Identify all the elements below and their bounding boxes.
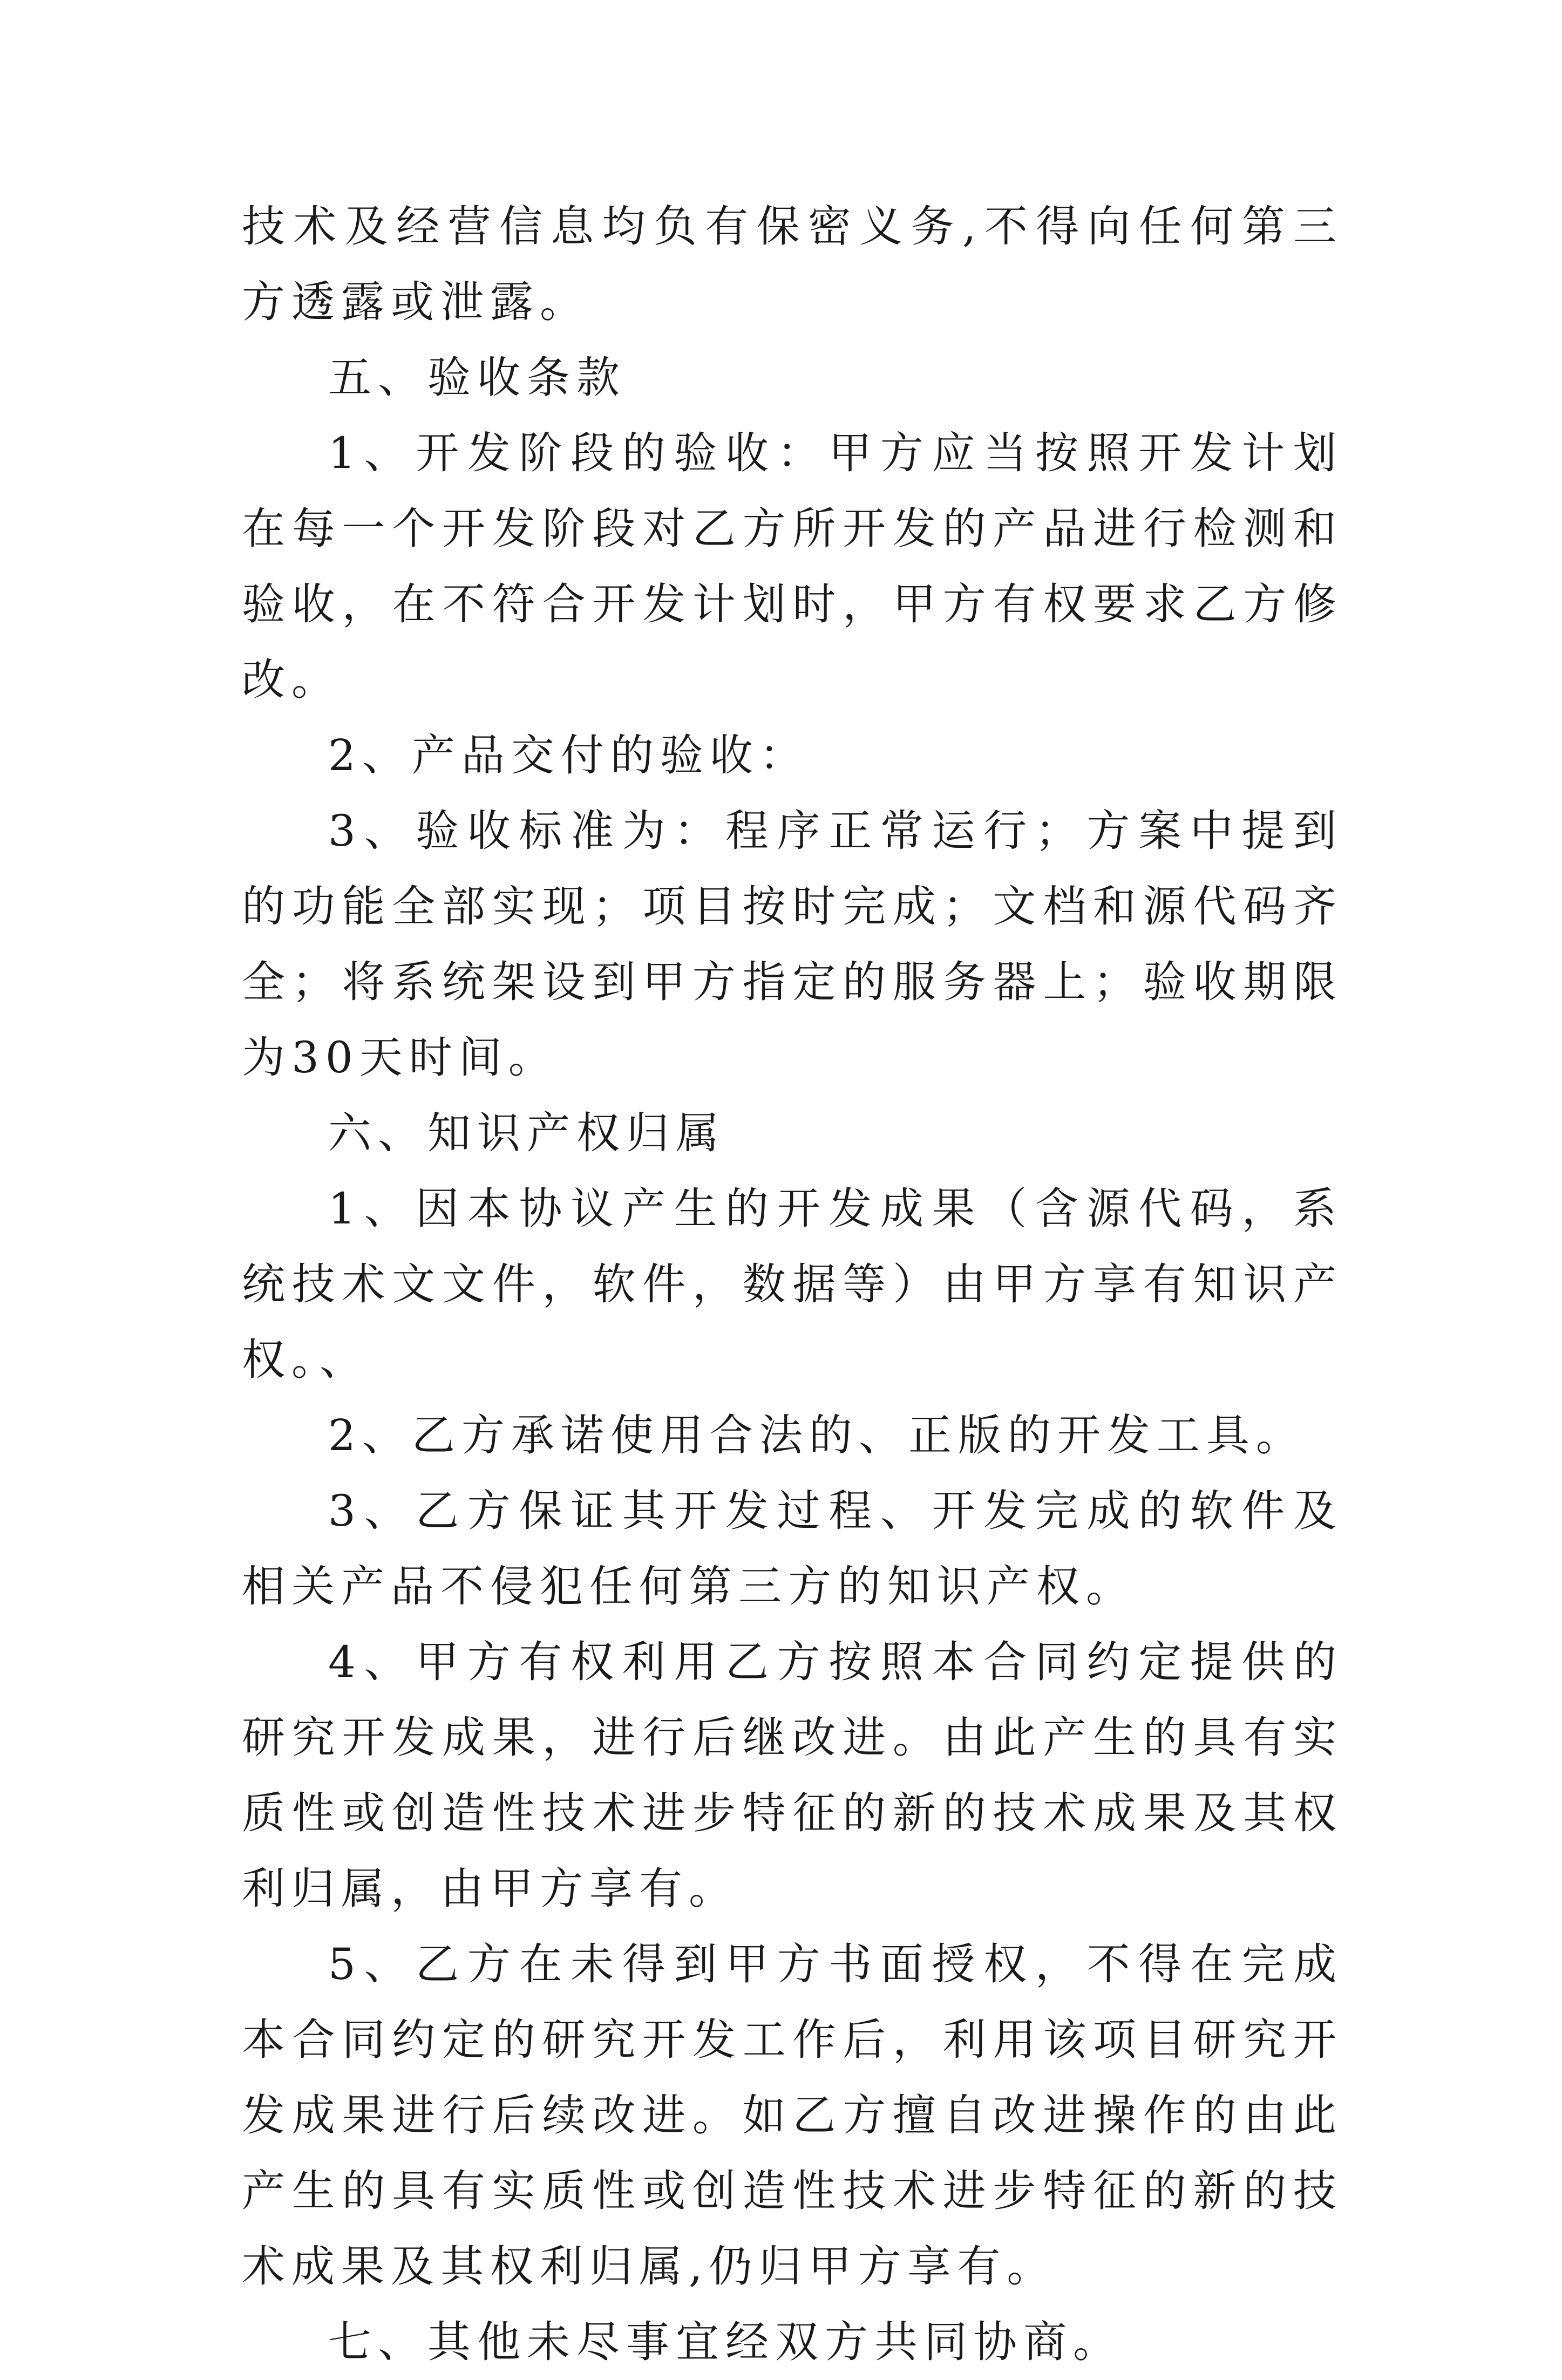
paragraph-no-infringement: 3、乙方保证其开发过程、开发完成的软件及相关产品不侵犯任何第三方的知识产权。	[242, 1486, 1343, 1611]
paragraph-delivery-acceptance: 2、产品交付的验收：	[328, 730, 809, 780]
section-heading-acceptance: 五、验收条款	[328, 352, 626, 403]
paragraph-acceptance-criteria: 3、验收标准为：程序正常运行；方案中提到的功能全部实现；项目按时完成；文档和源代码齐全；将系统架设到甲方指定的服务器上；验收期限为30天时间。	[242, 806, 1343, 1083]
section-heading-ip-ownership: 六、知识产权归属	[328, 1108, 725, 1158]
paragraph-stage-acceptance: 1、开发阶段的验收：甲方应当按照开发计划在每一个开发阶段对乙方所开发的产品进行检测和验收，在不符合开发计划时，甲方有权要求乙方修改。	[242, 428, 1343, 705]
paragraph-confidentiality-continuation: 技术及经营信息均负有保密义务,不得向任何第三方透露或泄露。	[242, 201, 1343, 327]
paragraph-legal-tools: 2、乙方承诺使用合法的、正版的开发工具。	[328, 1410, 1306, 1460]
section-heading-other-matters: 七、其他未尽事宜经双方共同协商。	[328, 2317, 1123, 2367]
paragraph-ip-results: 1、因本协议产生的开发成果（含源代码，系统技术文文件，软件，数据等）由甲方享有知识产权。、	[242, 1184, 1343, 1385]
document-body	[242, 189, 1343, 2380]
paragraph-unauthorized-improvement: 5、乙方在未得到甲方书面授权，不得在完成本合同约定的研究开发工作后，利用该项目研究开发成果进行后续改进。如乙方擅自改进操作的由此产生的具有实质性或创造性技术进步特征的新的技术成果及其权利归属,仍归甲方享有。	[242, 1939, 1343, 2291]
paragraph-improvement-rights: 4、甲方有权利用乙方按照本合同约定提供的研究开发成果，进行后继改进。由此产生的具有实质性或创造性技术进步特征的新的技术成果及其权利归属，由甲方享有。	[242, 1637, 1343, 1914]
